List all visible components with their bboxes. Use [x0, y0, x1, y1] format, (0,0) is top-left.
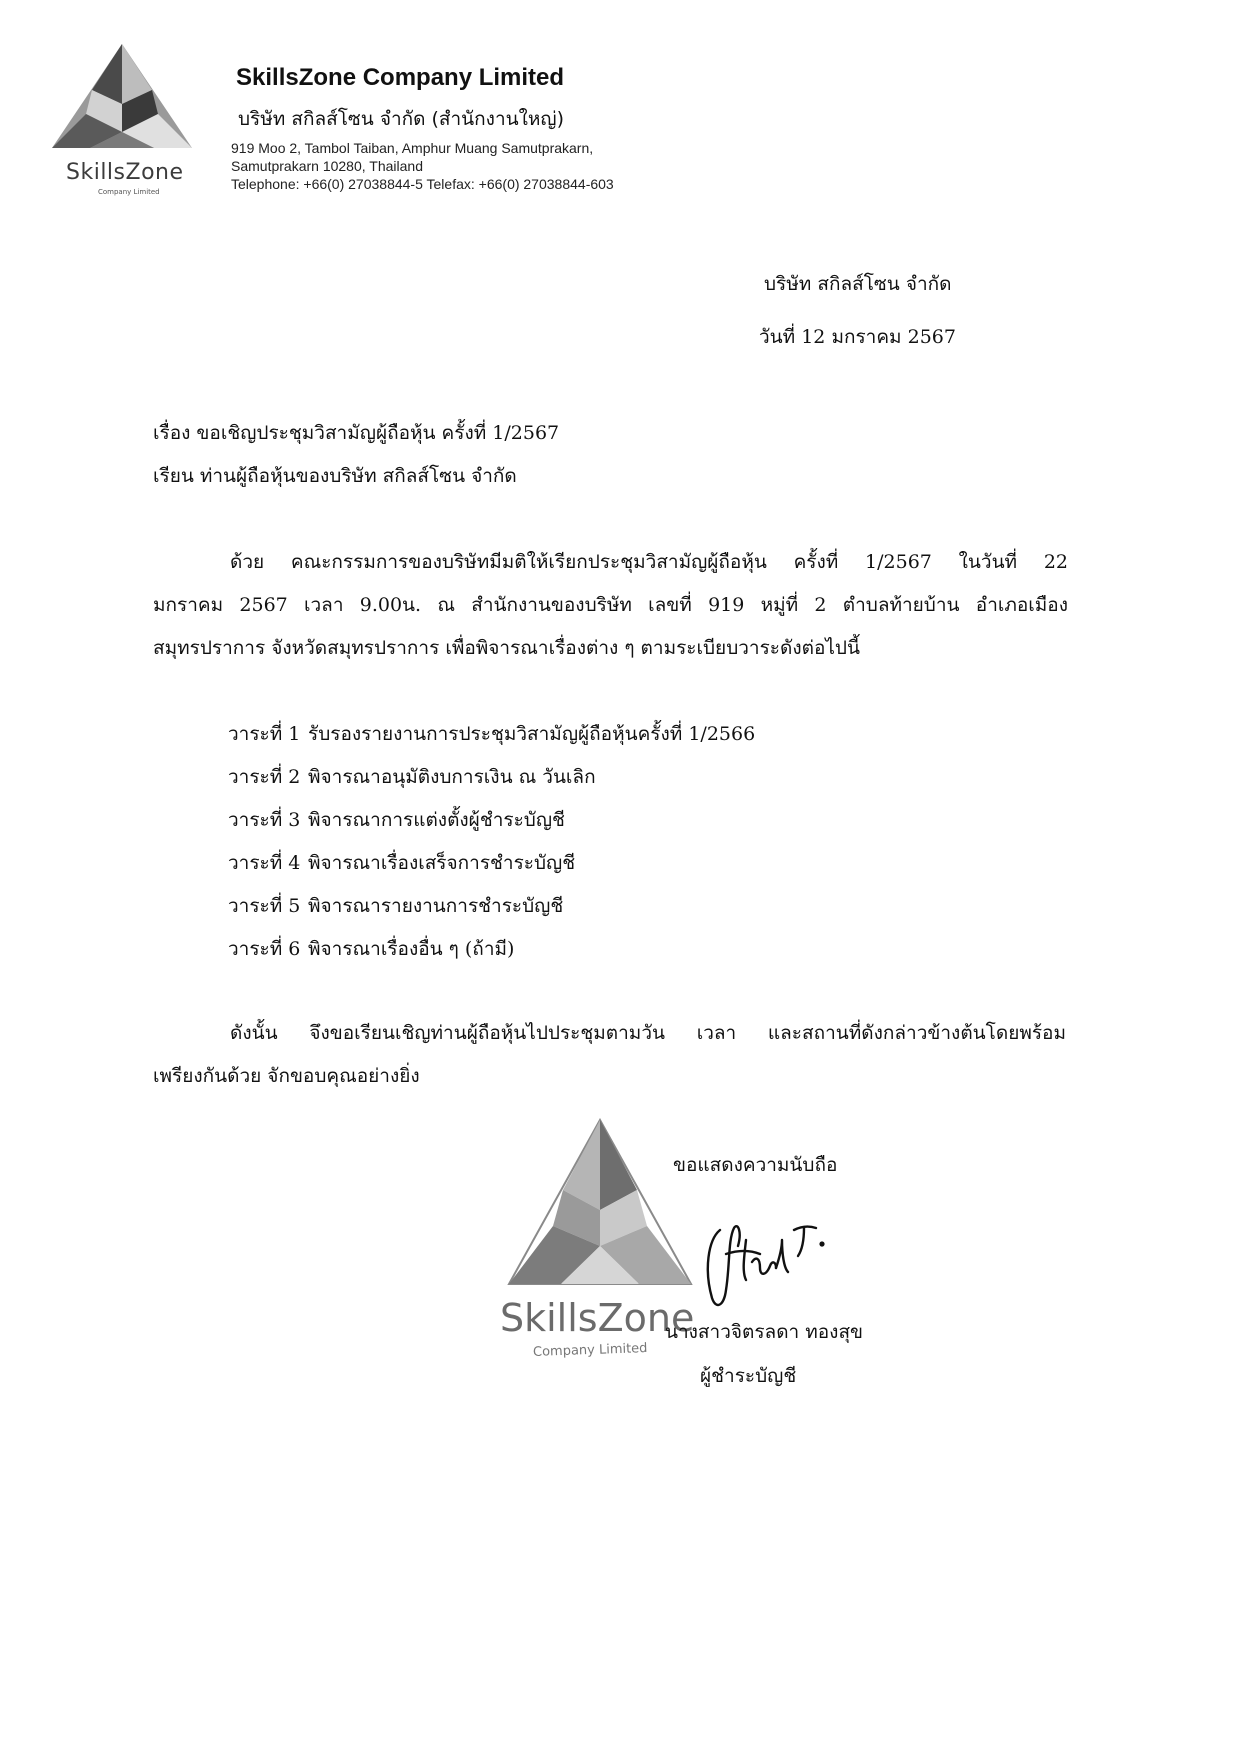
agenda-item [228, 805, 565, 835]
agenda-number: วาระที่ 3 [228, 809, 301, 831]
company-logo [52, 44, 192, 152]
signer-name: นางสาวจิตรลดา ทองสุข [665, 1321, 864, 1343]
company-stamp [505, 1118, 695, 1288]
agenda-number: วาระที่ 1 [228, 723, 301, 745]
contact-line: Telephone: +66(0) 27038844-5 Telefax: +66(0) 27038844-603 [231, 176, 614, 192]
company-name-en: SkillsZone Company Limited [236, 64, 565, 91]
agenda-number: วาระที่ 2 [228, 766, 301, 788]
agenda-item [228, 848, 575, 878]
company-name-th: บริษัท สกิลส์โซน จำกัด (สำนักงานใหญ่) [238, 108, 565, 130]
agenda-number: วาระที่ 4 [228, 852, 301, 874]
letter-subject: เรื่อง ขอเชิญประชุมวิสามัญผู้ถือหุ้น ครั้งที่ 1/2567 [153, 422, 560, 444]
signer-title: ผู้ชำระบัญชี [700, 1365, 797, 1387]
agenda-number: วาระที่ 5 [228, 895, 301, 917]
logo-subtext: Company Limited [98, 188, 160, 196]
agenda-item [228, 719, 755, 749]
agenda-text: พิจารณารายงานการชำระบัญชี [308, 895, 564, 917]
sender-name: บริษัท สกิลส์โซน จำกัด [764, 273, 952, 295]
paragraph-1-line-2: มกราคม 2567 เวลา 9.00น. ณ สำนักงานของบริษัท เลขที่ 919 หมู่ที่ 2 ตำบลท้ายบ้าน อำเภอเมือง [153, 594, 1068, 616]
agenda-text: พิจารณาการแต่งตั้งผู้ชำระบัญชี [308, 809, 565, 831]
agenda-item [228, 934, 514, 964]
agenda-item [228, 891, 563, 921]
signature [690, 1210, 830, 1320]
paragraph-2-line-1: ดังนั้น จึงขอเรียนเชิญท่านผู้ถือหุ้นไปประชุมตามวัน เวลา และสถานที่ดังกล่าวข้างต้นโดยพร้อม [230, 1022, 1066, 1044]
address-line-2: Samutprakarn 10280, Thailand [231, 158, 423, 174]
agenda-text: พิจารณาอนุมัติงบการเงิน ณ วันเลิก [308, 766, 596, 788]
stamp-subtext: Company Limited [532, 1341, 648, 1360]
letter-salutation: เรียน ท่านผู้ถือหุ้นของบริษัท สกิลส์โซน จำกัด [153, 465, 517, 487]
closing-phrase: ขอแสดงความนับถือ [673, 1154, 838, 1176]
letter-date: วันที่ 12 มกราคม 2567 [759, 326, 956, 348]
agenda-item [228, 762, 596, 792]
address-line-1: 919 Moo 2, Tambol Taiban, Amphur Muang Samutprakarn, [231, 140, 594, 156]
stamp-wordmark: SkillsZone [500, 1296, 695, 1340]
paragraph-1-line-1: ด้วย คณะกรรมการของบริษัทมีมติให้เรียกประชุมวิสามัญผู้ถือหุ้น ครั้งที่ 1/2567 ในวันที่ 22 [230, 551, 1068, 573]
paragraph-1-line-3: สมุทรปราการ จังหวัดสมุทรปราการ เพื่อพิจารณาเรื่องต่าง ๆ ตามระเบียบวาระดังต่อไปนี้ [153, 637, 860, 659]
agenda-text: พิจารณาเรื่องอื่น ๆ (ถ้ามี) [308, 938, 515, 960]
paragraph-2-line-2: เพรียงกันด้วย จักขอบคุณอย่างยิ่ง [153, 1065, 420, 1087]
agenda-text: รับรองรายงานการประชุมวิสามัญผู้ถือหุ้นครั้งที่ 1/2566 [308, 723, 756, 745]
agenda-number: วาระที่ 6 [228, 938, 301, 960]
logo-wordmark: SkillsZone [66, 160, 184, 185]
agenda-text: พิจารณาเรื่องเสร็จการชำระบัญชี [308, 852, 576, 874]
